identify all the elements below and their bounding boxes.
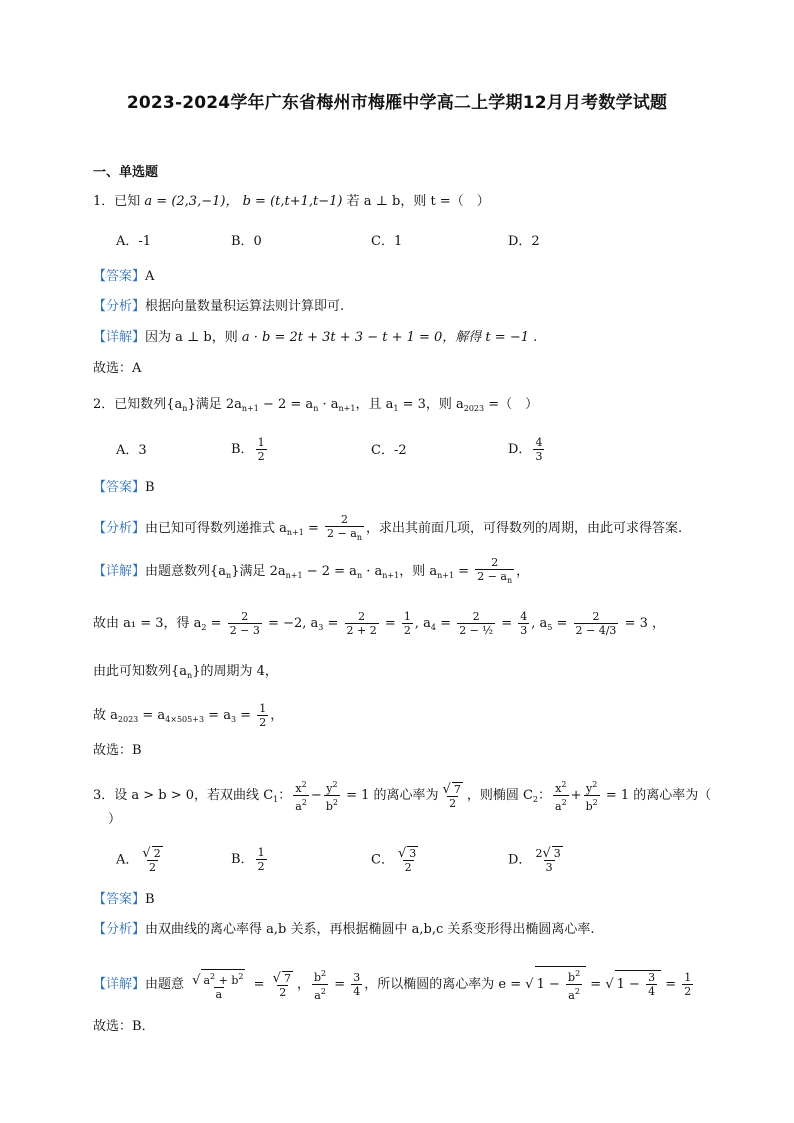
q1-analysis: 【分析】根据向量数量积运算法则计算即可. <box>93 299 345 314</box>
q1-option-c: C．1 <box>371 234 403 249</box>
q2-option-d: D． $\frac{4}{3}$ <box>508 436 543 463</box>
page-title: 2023-2024学年广东省梅州市梅雁中学高二上学期12月月考数学试题 <box>126 93 668 113</box>
q1-detail: 【详解】因为 a ⊥ b，则 a · b = 2t + 3t + 3 − t + 1 = 0，解得 t = −1 . <box>93 330 538 345</box>
q3-option-c: C． $\frac{√ 3}{2}$ <box>371 846 417 874</box>
q3-option-b: B． $\frac{1}{2}$ <box>231 846 265 873</box>
q1-answer: 【答案】A <box>93 269 155 284</box>
question-1-stem: 1．已知 a = (2,3,−1)， b = (t,t+1,t−1) 若 a ⊥ b，则 t =（ ） <box>93 194 490 209</box>
q2-choose: 故选：B <box>93 743 142 758</box>
q2-option-b: B． $\frac{1}{2}$ <box>231 436 265 463</box>
question-3-stem: 3．设 a > b > 0，若双曲线 $C_1$： $\frac{x^2}{a^2}$ − $\frac{y^2}{b^2}$ = 1 的离心率为 $\frac{√ 7}{2}$ ，则椭圆 $C_2$： $\frac{x^2}{a^2}$ + $\frac{y^2}{b^2}$ = 1 的离心率为（ <box>93 780 712 813</box>
q1-option-b: B．0 <box>231 234 262 249</box>
q2-period: 由此可知数列$\{a_n\}$的周期为 4， <box>93 664 278 680</box>
q3-detail: 【详解】由题意 $\frac{√ a^2 + b^2}{a}$ = $\frac{√ 7}{2}$ ， $\frac{b^2}{a^2}$ = $\frac{3}{4}$ ，所以椭圆的离心率为 e = √ 1 − $\frac{b^2}{a^2}$ = √ 1 − $\frac{3}{4}$ = $\frac{1}{2}$ <box>93 966 695 1002</box>
q1-option-a: A．-1 <box>116 234 152 249</box>
q2-detail: 【详解】由题意数列$\{a_n\}$满足 $2a_{n+1} - 2 = a_n \cdot a_{n+1}$，则 $a_{n+1}$ = $\frac{2}{2 - a_n}$ ， <box>93 556 530 585</box>
section-heading: 一、单选题 <box>93 165 159 180</box>
q2-answer: 【答案】B <box>93 480 155 495</box>
q3-choose: 故选：B． <box>93 1019 155 1034</box>
q3-option-a: A． $\frac{√ 2}{2}$ <box>116 846 161 874</box>
q2-option-c: C．-2 <box>371 443 407 458</box>
q3-analysis: 【分析】由双曲线的离心率得 a,b 关系，再根据椭圆中 a,b,c 关系变形得出椭圆离心率. <box>93 922 595 937</box>
q1-choose: 故选：A <box>93 361 142 376</box>
question-2-stem: 2．已知数列$\{a_n\}$满足 $2a_{n+1} - 2 = a_n \cdot a_{n+1}$，且 $a_1 = 3$，则 $a_{2023}$ =（ ） <box>93 397 539 413</box>
q3-answer: 【答案】B <box>93 892 155 907</box>
q2-analysis: 【分析】由已知可得数列递推式 $a_{n+1}$ = $\frac{2}{2 - a_n}$ ，求出其前面几项，可得数列的周期，由此可求得答案. <box>93 513 683 542</box>
q2-detail-computation: 故由 a₁ = 3，得 $a_2$ = $\frac{2}{2 - 3}$ = −2, $a_3$ = $\frac{2}{2 + 2}$ = $\frac{1}{2}$ , $a_4$ = $\frac{2}{\text{2 − ½}}$ = $\frac{4}{3}$ , $a_5$ = $\frac{2}{2 - 4/3}$ = 3 ， <box>93 610 665 637</box>
q3-option-d: D． $\frac{2√ 3}{3}$ <box>508 846 561 874</box>
q2-option-a: A．3 <box>116 443 147 458</box>
q2-result: 故 $a_{2023} = a_{4\times 505+3} = a_3$ = $\frac{1}{2}$ ， <box>93 702 284 729</box>
q3-stem-close: ） <box>108 812 122 827</box>
q1-option-d: D．2 <box>508 234 540 249</box>
